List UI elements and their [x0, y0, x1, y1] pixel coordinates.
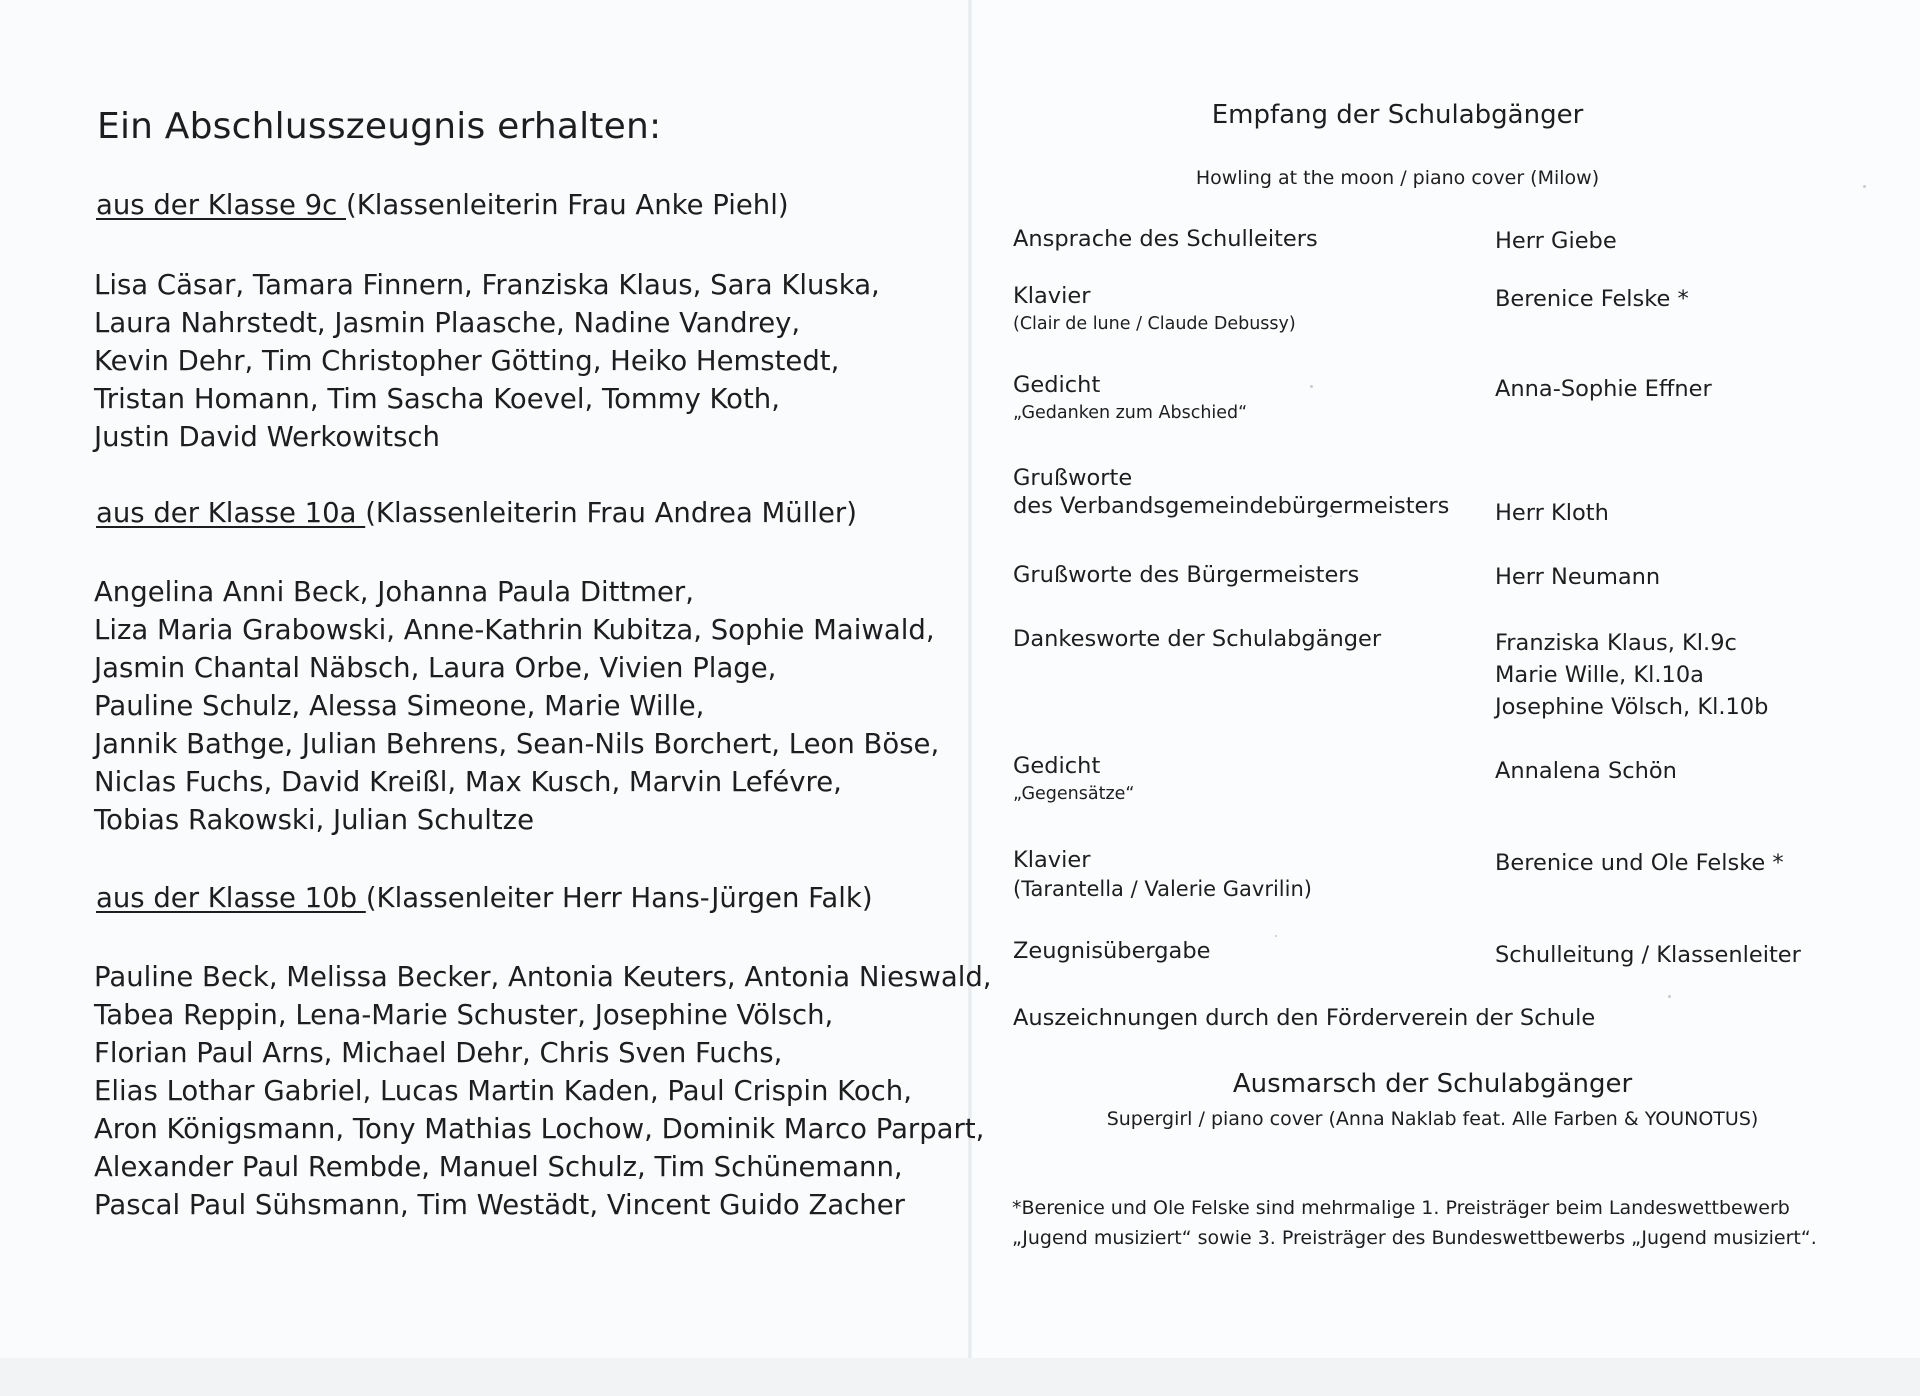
program-item — [1013, 847, 1312, 901]
name-line: Alexander Paul Rembde, Manuel Schulz, Tim Schünemann, — [94, 1151, 903, 1183]
class-label: aus der Klasse 9c — [96, 189, 346, 221]
scan-speck — [1275, 935, 1277, 937]
program-item: Grußworte des Bürgermeisters — [1013, 562, 1360, 588]
name-line: Justin David Werkowitsch — [94, 421, 440, 453]
program-item — [1013, 283, 1296, 334]
footnote-line: *Berenice und Ole Felske sind mehrmalige 1. Preisträger beim Landeswettbewerb — [1012, 1197, 1790, 1219]
program-item-detail: (Clair de lune / Claude Debussy) — [1013, 314, 1296, 334]
program-performers — [1495, 627, 1768, 723]
program-item-detail: „Gegensätze“ — [1013, 784, 1135, 804]
program-item-line2: des Verbandsgemeindebürgermeisters — [1013, 493, 1450, 519]
program-item-title: Gedicht — [1013, 753, 1101, 779]
name-line: Liza Maria Grabowski, Anne-Kathrin Kubitza, Sophie Maiwald, — [94, 614, 935, 646]
right-page — [972, 0, 1920, 1358]
scan-speck — [1668, 995, 1671, 998]
scan-speck — [1863, 185, 1866, 188]
program-performer: Herr Neumann — [1495, 564, 1661, 590]
program-performer: Franziska Klaus, Kl.9c — [1495, 630, 1737, 656]
name-line: Lisa Cäsar, Tamara Finnern, Franziska Klaus, Sara Kluska, — [94, 269, 880, 301]
program-item — [1013, 372, 1247, 423]
class-teacher: (Klassenleiterin Frau Anke Piehl) — [345, 189, 789, 221]
program-performer: Berenice Felske * — [1495, 286, 1689, 312]
name-line: Angelina Anni Beck, Johanna Paula Dittmer, — [94, 576, 694, 608]
class-teacher: (Klassenleiter Herr Hans-Jürgen Falk) — [365, 882, 873, 914]
program-title: Empfang der Schulabgänger — [1211, 100, 1584, 130]
footnote-line: „Jugend musiziert“ sowie 3. Preisträger des Bundeswettbewerbs „Jugend musiziert“. — [1012, 1227, 1817, 1249]
program-item-title: Gedicht — [1013, 372, 1101, 398]
name-line: Tobias Rakowski, Julian Schultze — [94, 804, 535, 836]
class-label: aus der Klasse 10a — [96, 497, 366, 529]
scan-bottom-edge — [0, 1358, 1920, 1396]
page-title: Ein Abschlusszeugnis erhalten: — [97, 106, 662, 147]
name-line: Florian Paul Arns, Michael Dehr, Chris Sven Fuchs, — [94, 1037, 783, 1069]
name-line: Aron Königsmann, Tony Mathias Lochow, Dominik Marco Parpart, — [94, 1113, 985, 1145]
program-item-line2: (Tarantella / Valerie Gavrilin) — [1013, 877, 1312, 901]
opening-song: Howling at the moon / piano cover (Milow) — [1195, 167, 1600, 189]
class-heading-9c — [96, 189, 789, 221]
program-item: Zeugnisübergabe — [1013, 938, 1211, 964]
name-line: Tristan Homann, Tim Sascha Koevel, Tommy Koth, — [94, 383, 780, 415]
class-heading-10a — [96, 497, 857, 529]
program-performer: Schulleitung / Klassenleiter — [1495, 942, 1801, 968]
name-line: Pauline Beck, Melissa Becker, Antonia Keuters, Antonia Nieswald, — [94, 961, 992, 993]
class-heading-10b — [96, 882, 873, 914]
name-line: Kevin Dehr, Tim Christopher Götting, Heiko Hemstedt, — [94, 345, 840, 377]
scan-speck — [1310, 385, 1313, 388]
outro-title: Ausmarsch der Schulabgänger — [1232, 1069, 1633, 1099]
program-performer: Anna-Sophie Effner — [1495, 376, 1712, 402]
awards-line: Auszeichnungen durch den Förderverein der Schule — [1013, 1005, 1596, 1031]
names-10a — [94, 573, 939, 839]
program-item-title: Grußworte — [1013, 465, 1133, 491]
program-item-title: Klavier — [1013, 847, 1091, 873]
name-line: Jasmin Chantal Näbsch, Laura Orbe, Vivien Plage, — [94, 652, 777, 684]
outro-song: Supergirl / piano cover (Anna Naklab feat. Alle Farben & YOUNOTUS) — [1106, 1108, 1759, 1130]
program-performer: Marie Wille, Kl.10a — [1495, 662, 1704, 688]
program-performer: Herr Kloth — [1495, 500, 1609, 526]
name-line: Jannik Bathge, Julian Behrens, Sean-Nils Borchert, Leon Böse, — [94, 728, 940, 760]
program-item — [1013, 753, 1134, 804]
name-line: Tabea Reppin, Lena-Marie Schuster, Josephine Völsch, — [94, 999, 834, 1031]
program-item — [1013, 465, 1449, 519]
name-line: Laura Nahrstedt, Jasmin Plaasche, Nadine Vandrey, — [94, 307, 801, 339]
class-teacher: (Klassenleiterin Frau Andrea Müller) — [365, 497, 857, 529]
program-item: Ansprache des Schulleiters — [1013, 226, 1318, 252]
program-item-detail: „Gedanken zum Abschied“ — [1013, 403, 1248, 423]
names-9c — [94, 266, 880, 456]
program-performer: Josephine Völsch, Kl.10b — [1495, 694, 1769, 720]
name-line: Pauline Schulz, Alessa Simeone, Marie Wille, — [94, 690, 705, 722]
program-performer: Herr Giebe — [1495, 228, 1617, 254]
name-line: Pascal Paul Sühsmann, Tim Westädt, Vincent Guido Zacher — [94, 1189, 905, 1221]
program-performer: Berenice und Ole Felske * — [1495, 850, 1784, 876]
name-line: Niclas Fuchs, David Kreißl, Max Kusch, Marvin Lefévre, — [94, 766, 842, 798]
program-item: Dankesworte der Schulabgänger — [1013, 626, 1382, 652]
program-item-title: Klavier — [1013, 283, 1091, 309]
name-line: Elias Lothar Gabriel, Lucas Martin Kaden, Paul Crispin Koch, — [94, 1075, 912, 1107]
program-performer: Annalena Schön — [1495, 758, 1677, 784]
names-10b — [94, 958, 992, 1224]
class-label: aus der Klasse 10b — [96, 882, 366, 914]
